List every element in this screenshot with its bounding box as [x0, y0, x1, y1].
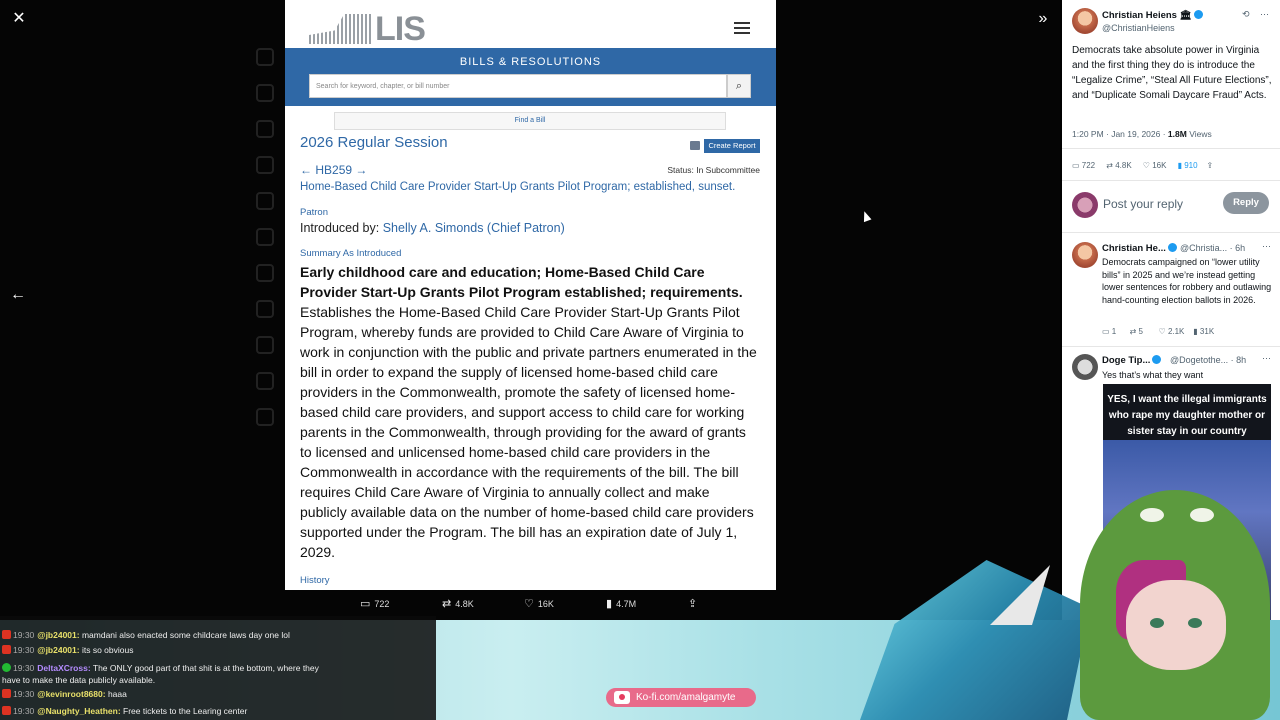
printer-icon[interactable] [690, 141, 700, 150]
divider [1062, 180, 1280, 181]
chat-user: DeltaXCross: [37, 663, 91, 673]
verified-badge-icon [1194, 10, 1203, 19]
vtuber-eye-right [1188, 618, 1202, 628]
chat-text: mamdani also enacted some childcare laws day one lol [79, 630, 290, 640]
chat-time: 19:30 [13, 630, 35, 640]
views-button[interactable]: ▮ 31K [1193, 327, 1215, 336]
chat-message [2, 645, 133, 655]
vtuber-face [1126, 580, 1226, 670]
premium-icon [256, 336, 274, 354]
notifications-icon [256, 120, 274, 138]
previous-image-icon[interactable]: ← [10, 286, 26, 303]
kick-icon [2, 663, 11, 672]
bill-status: Status: In Subcommittee [667, 165, 760, 175]
more-icon [256, 408, 274, 426]
reply-count: 1 [1111, 327, 1117, 336]
tweet-text: Democrats take absolute power in Virginia and the first thing they do is introduce the “Legalize Crime”, “Steal All Future Elections”, and “Duplicate Somali Daycare Fraud” Acts. [1072, 45, 1272, 101]
summary-label: Summary As Introduced [300, 248, 402, 259]
view-count: 31K [1199, 327, 1215, 336]
reply-author-handle[interactable]: @Christia... · 6h [1180, 243, 1246, 253]
share-action[interactable] [688, 597, 697, 610]
summary-title: Early childhood care and education; Home-Based Child Care Provider Start-Up Grants Pilot Program established; requirements. [300, 264, 743, 300]
grok-icon [256, 192, 274, 210]
like-count: 2.1K [1167, 327, 1185, 336]
comment-icon: ▭ [360, 598, 371, 610]
home-icon [256, 48, 274, 66]
youtube-icon [2, 689, 11, 698]
reply-input[interactable]: Post your reply [1103, 197, 1184, 211]
summary-body: Establishes the Home-Based Child Care Provider Start-Up Grants Pilot Program, whereby funds are provided to Child Care Aware of Virginia to work in conjunction with the public and private partners enumerated in the bill in order to expand the supply of licensed home-based child care providers in the Commonwealth, promote the safety of licensed home-based child care providers, and support access to child care for working parents in the Commonwealth, through providing for the award of grants to licensed and unlicensed home-based child care providers in the Commonwealth in accordance with the requirements of the bill. The bill requires Child Care Aware of Virginia to annually collect and make publicly available data on the number of home-based child care providers supported under the Program. The bill has an expiration date of July 1, 2029. [300, 304, 757, 560]
lis-header [285, 0, 776, 48]
chat-time: 19:30 [13, 689, 35, 699]
chat-time: 19:30 [13, 663, 35, 673]
next-bill-arrow-icon[interactable]: → [352, 163, 368, 177]
chat-text: its so obvious [79, 645, 134, 655]
repost-count: 5 [1138, 327, 1143, 336]
hamburger-menu-icon[interactable] [734, 22, 750, 34]
patron-link[interactable]: Shelly A. Simonds (Chief Patron) [382, 221, 565, 235]
reply-button[interactable]: ▭ 722 [1072, 161, 1096, 170]
like-count: 16K [1152, 161, 1167, 170]
youtube-icon [2, 630, 11, 639]
chat-message [2, 663, 319, 673]
search-icon[interactable]: ⌕ [727, 74, 751, 98]
reply-submit-button[interactable]: Reply [1223, 192, 1269, 214]
like-action[interactable] [524, 597, 554, 610]
youtube-icon [2, 706, 11, 715]
author-handle[interactable]: @ChristianHeiens [1102, 23, 1175, 33]
lis-search-band [285, 48, 776, 106]
like-button[interactable]: ♡ 16K [1142, 161, 1167, 170]
chat-message [2, 630, 290, 640]
reply-count: 722 [1081, 161, 1096, 170]
explore-icon [256, 84, 274, 102]
heart-icon: ♡ [524, 598, 534, 610]
chat-user: @jb24001: [37, 630, 80, 640]
chat-user: @Naughty_Heathen: [37, 706, 121, 716]
chat-text: Free tickets to the Learing center [120, 706, 248, 716]
repost-icon: ⇄ [442, 598, 452, 610]
section-title: BILLS & RESOLUTIONS [459, 56, 602, 68]
divider [1062, 346, 1280, 347]
more-options-icon[interactable]: ⋯ [1262, 353, 1271, 363]
meme-caption: YES, I want the illegal immigrants who rape my daughter mother or sister stay in our country [1107, 394, 1267, 437]
kofi-cup-icon [614, 691, 630, 704]
share-icon[interactable]: ⇪ [1206, 161, 1214, 170]
bookmark-button[interactable]: ▮ 910 [1177, 161, 1198, 170]
live-chat [0, 616, 436, 720]
reply-button[interactable]: ▭ 1 [1102, 327, 1117, 336]
avatar[interactable] [1072, 354, 1098, 380]
tweet-views-label: Views [1186, 129, 1212, 139]
verified-badge-icon [1168, 243, 1177, 252]
create-report-button[interactable]: Create Report [704, 139, 760, 153]
youtube-icon [2, 645, 11, 654]
bill-number-nav[interactable] [300, 163, 367, 177]
avatar[interactable] [1072, 8, 1098, 34]
author-name-text: Christian Heiens [1102, 10, 1177, 21]
frog-eye-left [1140, 508, 1164, 522]
view-count: 4.7M [616, 598, 637, 609]
repost-count: 4.8K [1115, 161, 1132, 170]
like-button[interactable]: ♡ 2.1K [1158, 327, 1185, 336]
patron-label: Patron [300, 207, 328, 218]
bookmark-count: 910 [1184, 161, 1198, 170]
find-a-bill-button[interactable]: Find a Bill [334, 112, 726, 130]
like-count: 16K [537, 598, 554, 609]
author-name[interactable] [1102, 10, 1203, 21]
kofi-link-text: Ko-fi.com/amalgamyte [636, 692, 736, 703]
grok-icon[interactable]: ⟲ [1242, 9, 1250, 19]
chat-time: 19:30 [13, 706, 35, 716]
introduced-prefix: Introduced by: [300, 221, 383, 235]
divider [1062, 232, 1280, 233]
x-logo-icon [256, 228, 274, 246]
divider [1062, 148, 1280, 149]
bill-title: Home-Based Child Care Provider Start-Up Grants Pilot Program; established, sunset. [300, 181, 736, 193]
tweet-views: 1.8M [1167, 129, 1187, 139]
reply-count: 722 [374, 598, 390, 609]
vtuber-eye-left [1150, 618, 1164, 628]
reply-author-handle[interactable]: @Dogetothe... · 8h [1170, 355, 1247, 365]
close-icon[interactable]: ✕ [12, 10, 26, 27]
bill-number: HB259 [315, 163, 353, 177]
history-label[interactable]: History [300, 575, 330, 586]
views-action[interactable] [606, 597, 636, 610]
repost-button[interactable]: ⇄ 4.8K [1106, 161, 1132, 170]
capitol-graphic-icon [309, 14, 373, 44]
lis-bill-page [285, 0, 776, 590]
post-actions-bar [340, 597, 720, 613]
bar-chart-icon: ▮ [606, 598, 613, 610]
chat-text: The ONLY good part of that shit is at the bottom, where they [90, 663, 319, 673]
repost-count: 4.8K [455, 598, 474, 609]
reply-text: Democrats campaigned on “lower utility bills” in 2025 and we’re instead getting lower sentences for robbery and outlawing hand-counting election ballots in 2026. [1102, 257, 1272, 305]
reply-author-name-text: Christian He... [1102, 243, 1166, 254]
chat-time: 19:30 [13, 645, 35, 655]
my-avatar [1072, 192, 1098, 218]
chat-message [2, 689, 127, 699]
chat-user: @kevinroot8680: [37, 689, 106, 699]
lis-logo[interactable] [309, 10, 429, 48]
prev-bill-arrow-icon[interactable]: ← [300, 163, 316, 177]
reply-author-name[interactable] [1102, 355, 1161, 366]
main-tweet-stats [1072, 161, 1213, 170]
government-icon: 🏛 [1179, 10, 1192, 21]
reply-stats [1102, 327, 1214, 336]
tweet-meta [1072, 129, 1212, 139]
introduced-by [300, 221, 565, 235]
verified-badge-icon [1152, 355, 1161, 364]
expand-panel-icon[interactable]: » [1038, 10, 1048, 27]
lis-logo-text: LIS [375, 10, 425, 48]
bookmarks-icon [256, 264, 274, 282]
chat-text: have to make the data publicly available. [2, 675, 156, 685]
tweet-time[interactable]: 1:20 PM · Jan 19, 2026 · [1072, 129, 1168, 139]
session-title: 2026 Regular Session [300, 134, 448, 151]
more-options-icon[interactable]: ⋯ [1260, 9, 1269, 19]
profile-icon [256, 372, 274, 390]
reply-author-name[interactable] [1102, 243, 1177, 254]
repost-button[interactable]: ⇄ 5 [1129, 327, 1143, 336]
reply-action[interactable] [360, 597, 389, 610]
kofi-banner [606, 688, 756, 707]
chat-message [2, 706, 247, 716]
repost-action[interactable] [442, 597, 474, 610]
communities-icon [256, 300, 274, 318]
reply-text: Yes that’s what they want [1102, 370, 1204, 380]
chat-user: @jb24001: [37, 645, 80, 655]
chat-message-continued [2, 675, 155, 685]
messages-icon [256, 156, 274, 174]
frog-eye-right [1190, 508, 1214, 522]
chat-text: haaa [105, 689, 127, 699]
more-options-icon[interactable]: ⋯ [1262, 241, 1271, 251]
avatar[interactable] [1072, 242, 1098, 268]
search-input[interactable]: Search for keyword, chapter, or bill number [309, 74, 727, 98]
reply-author-name-text: Doge Tip... [1102, 355, 1151, 366]
share-icon: ⇪ [688, 598, 698, 610]
